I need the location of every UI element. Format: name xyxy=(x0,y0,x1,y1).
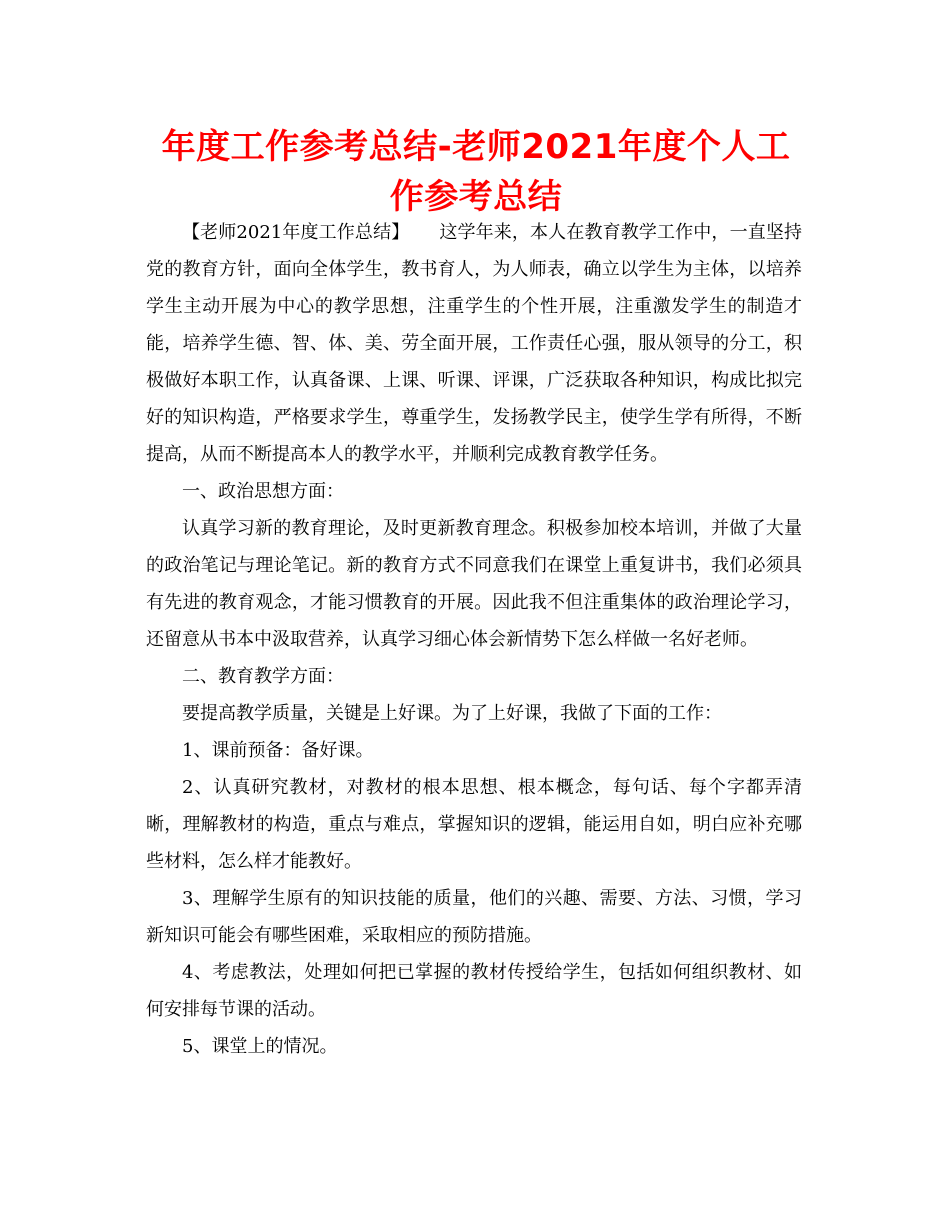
list-item-2: 2、认真研究教材，对教材的根本思想、根本概念，每句话、每个字都弄清晰，理解教材的构造，重点与难点，掌握知识的逻辑，能运用自如，明白应补充哪些材料，怎么样才能教好。 xyxy=(146,777,802,872)
intro-text: 这学年来，本人在教育教学工作中，一直坚持党的教育方针，面向全体学生，教书育人，为人师表，确立以学生为主体，以培养学生主动开展为中心的教学思想，注重学生的个性开展，注重激发学生的制造才能，培养学生德、智、体、美、劳全面开展，工作责任心强，服从领导的分工，积极做好本职工作，认真备课、上课、听课、评课，广泛获取各种知识，构成比拟完好的知识构造，严格要求学生，尊重学生，发扬教学民主，使学生学有所得，不断提高，从而不断提高本人的教学水平，并顺利完成教育教学任务。 xyxy=(146,222,802,465)
list-item-1: 1、课前预备：备好课。 xyxy=(182,740,374,761)
section-heading-teaching: 二、教育教学方面： xyxy=(182,666,344,687)
list-item-5: 5、课堂上的情况。 xyxy=(182,1036,338,1057)
document-title: 年度工作参考总结-老师2021年度个人工作参考总结 xyxy=(161,127,791,217)
list-item-4: 4、考虑教法，处理如何把已掌握的教材传授给学生，包括如何组织教材、如何安排每节课的活动。 xyxy=(146,962,802,1020)
intro-label: 【老师2021年度工作总结】 xyxy=(182,222,410,243)
document-body xyxy=(146,214,802,1065)
section-heading-politics: 一、政治思想方面： xyxy=(182,481,344,502)
list-item-3: 3、理解学生原有的知识技能的质量，他们的兴趣、需要、方法、习惯，学习新知识可能会有哪些困难，采取相应的预防措施。 xyxy=(146,888,802,946)
paragraph-politics: 认真学习新的教育理论，及时更新教育理念。积极参加校本培训，并做了大量的政治笔记与理论笔记。新的教育方式不同意我们在课堂上重复讲书，我们必须具有先进的教育观念，才能习惯教育的开展。因此我不但注重集体的政治理论学习，还留意从书本中汲取营养，认真学习细心体会新情势下怎么样做一名好老师。 xyxy=(146,518,802,650)
paragraph-teaching-intro: 要提高教学质量，关键是上好课。为了上好课，我做了下面的工作： xyxy=(182,703,722,724)
intro-paragraph xyxy=(146,214,802,473)
